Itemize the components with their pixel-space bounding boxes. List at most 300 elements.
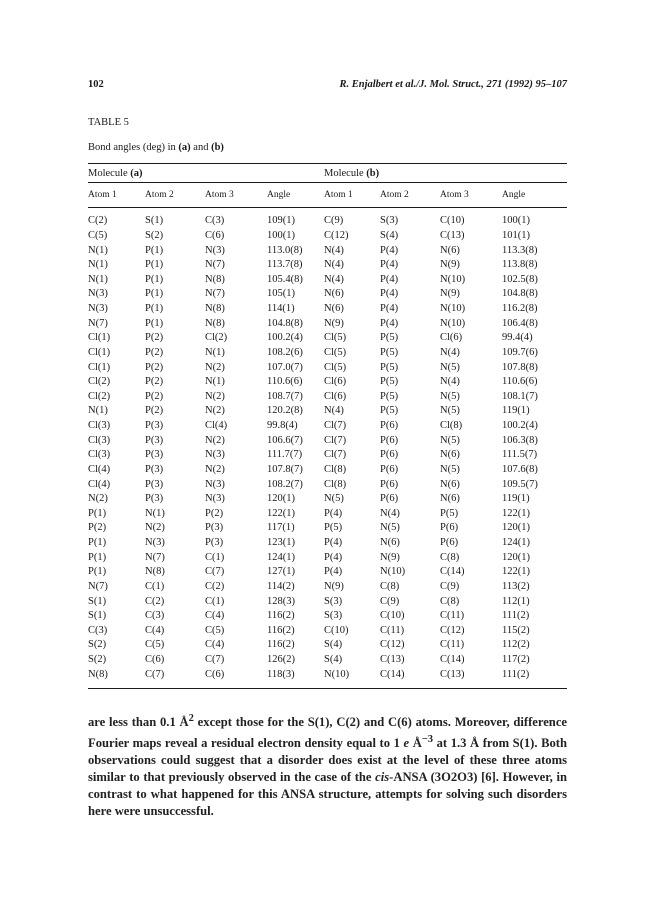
table-cell: Cl(1)	[88, 346, 111, 358]
table-row	[88, 346, 567, 361]
table-cell: C(4)	[145, 624, 165, 636]
table-cell: C(3)	[205, 215, 225, 227]
table-cell: 106.3(8)	[502, 434, 538, 446]
table-cell: P(1)	[145, 317, 164, 329]
table-cell: C(14)	[440, 566, 465, 578]
table-cell: P(4)	[380, 273, 399, 285]
table-cell: 123(1)	[267, 537, 296, 549]
table-row	[88, 419, 567, 434]
table-cell: P(2)	[145, 405, 164, 417]
table-cell: 112(2)	[502, 639, 530, 651]
table-cell: 114(2)	[267, 580, 295, 592]
table-cell: P(6)	[380, 434, 399, 446]
table-cell: N(4)	[324, 244, 344, 256]
table-cell: C(4)	[205, 639, 225, 651]
table-cell: N(2)	[205, 434, 225, 446]
table-cell: N(1)	[88, 273, 108, 285]
table-cell: Cl(7)	[324, 434, 347, 446]
table-cell: N(4)	[440, 376, 460, 388]
table-cell: P(6)	[440, 537, 459, 549]
table-cell: 120(1)	[267, 493, 296, 505]
table-cell: N(7)	[145, 551, 165, 563]
table-cell: P(6)	[380, 420, 399, 432]
table-cell: C(9)	[380, 595, 400, 607]
table-cell: 110.6(6)	[267, 376, 303, 388]
table-caption	[88, 142, 224, 153]
table-cell: N(3)	[205, 478, 225, 490]
table-row	[88, 273, 567, 288]
table-cell: C(11)	[440, 639, 465, 651]
table-cell: 108.7(7)	[267, 390, 303, 402]
table-cell: 107.0(7)	[267, 361, 303, 373]
column-header: Angle	[502, 183, 567, 208]
table-cell: P(5)	[324, 522, 343, 534]
table-cell: C(1)	[205, 595, 225, 607]
table-cell: Cl(1)	[88, 332, 111, 344]
table-cell: 114(1)	[267, 303, 295, 315]
body-electron-symbol: e	[403, 736, 410, 751]
table-cell: N(3)	[145, 537, 165, 549]
table-cell: N(9)	[440, 288, 460, 300]
table-cell: C(7)	[205, 654, 225, 666]
table-cell: S(1)	[88, 610, 107, 622]
table-cell: N(1)	[88, 244, 108, 256]
table-cell: 108.1(7)	[502, 390, 538, 402]
body-text-3: Å	[409, 736, 422, 751]
table-cell: Cl(4)	[88, 463, 111, 475]
table-cell: C(13)	[380, 654, 405, 666]
table-cell: Cl(6)	[324, 390, 347, 402]
table-row	[88, 302, 567, 317]
table-cell: C(12)	[324, 229, 349, 241]
table-cell: 117(2)	[502, 654, 530, 666]
table-row	[88, 477, 567, 492]
table-cell: N(10)	[440, 273, 466, 285]
table-row	[88, 507, 567, 522]
table-cell: 127(1)	[267, 566, 296, 578]
body-text-2: except those for the S(1), C(2) and C(6) atoms. Moreover, difference Fourier maps reveal a residual electron density equal to 1	[88, 715, 567, 751]
table-cell: 100(1)	[502, 215, 531, 227]
table-cell: P(3)	[145, 420, 164, 432]
table-cell: C(6)	[205, 668, 225, 680]
table-cell: N(6)	[440, 449, 460, 461]
table-cell: P(4)	[324, 537, 343, 549]
table-row	[88, 550, 567, 565]
table-cell: 116(2)	[267, 610, 295, 622]
table-cell: P(1)	[145, 244, 164, 256]
table-row	[88, 214, 567, 229]
table-cell: C(13)	[440, 229, 465, 241]
table-cell: P(3)	[205, 537, 224, 549]
bond-angles-table	[88, 163, 567, 689]
column-header: Angle	[267, 183, 324, 208]
table-cell: N(8)	[205, 273, 225, 285]
table-cell: P(4)	[380, 244, 399, 256]
table-cell: C(2)	[88, 215, 108, 227]
table-cell: 124(1)	[502, 537, 531, 549]
table-row	[88, 433, 567, 448]
table-cell: P(6)	[380, 478, 399, 490]
table-row	[88, 521, 567, 536]
table-cell: 105.4(8)	[267, 273, 303, 285]
caption-and: and	[190, 142, 212, 153]
table-cell: C(10)	[380, 610, 405, 622]
table-cell: P(4)	[324, 551, 343, 563]
table-cell: 109(1)	[267, 215, 296, 227]
table-cell: N(5)	[440, 434, 460, 446]
table-cell: P(6)	[380, 493, 399, 505]
table-cell: P(1)	[145, 273, 164, 285]
table-cell: P(5)	[440, 507, 459, 519]
table-cell: S(1)	[88, 595, 107, 607]
table-cell: P(2)	[145, 346, 164, 358]
table-cell: Cl(6)	[324, 376, 347, 388]
table-cell: 112(1)	[502, 595, 530, 607]
table-cell: Cl(6)	[440, 332, 463, 344]
table-cell: N(5)	[440, 390, 460, 402]
table-cell: C(7)	[145, 668, 165, 680]
column-header: Atom 2	[380, 183, 440, 208]
table-cell: 106.4(8)	[502, 317, 538, 329]
table-cell: Cl(5)	[324, 332, 347, 344]
table-row	[88, 565, 567, 580]
table-cell: P(2)	[88, 522, 107, 534]
table-row	[88, 463, 567, 478]
table-cell: C(8)	[440, 551, 460, 563]
table-cell: 120(1)	[502, 522, 531, 534]
table-row	[88, 594, 567, 609]
table-cell: 120(1)	[502, 551, 531, 563]
table-cell: P(4)	[380, 288, 399, 300]
table-cell: 100.2(4)	[267, 332, 303, 344]
table-cell: S(3)	[324, 610, 343, 622]
table-cell: Cl(2)	[88, 390, 111, 402]
table-cell: Cl(5)	[324, 346, 347, 358]
table-cell: S(4)	[380, 229, 399, 241]
table-cell: N(3)	[205, 493, 225, 505]
table-cell: 116(2)	[267, 639, 295, 651]
table-cell: N(4)	[324, 259, 344, 271]
table-cell: N(1)	[205, 346, 225, 358]
table-cell: P(4)	[380, 317, 399, 329]
group-a-label: (a)	[130, 167, 143, 179]
table-cell: 108.2(6)	[267, 346, 303, 358]
table-cell: N(5)	[440, 463, 460, 475]
table-cell: N(5)	[440, 361, 460, 373]
table-cell: S(2)	[88, 654, 107, 666]
group-b-prefix: Molecule	[324, 167, 367, 179]
table-row	[88, 258, 567, 273]
table-cell: N(5)	[440, 405, 460, 417]
table-cell: N(3)	[88, 288, 108, 300]
table-cell: N(9)	[324, 580, 344, 592]
table-cell: N(7)	[88, 317, 108, 329]
table-row	[88, 492, 567, 507]
body-text-5: -ANSA (3O2O3) [6]. However, in contrast to what happened for this ANSA structure, attempts for solving such disorders here were unsuccessful.	[88, 770, 567, 819]
caption-a: (a)	[178, 142, 191, 153]
table-cell: 115(2)	[502, 624, 530, 636]
page-number: 102	[88, 79, 104, 90]
table-cell: N(6)	[440, 478, 460, 490]
table-cell: P(3)	[145, 434, 164, 446]
table-cell: P(1)	[145, 259, 164, 271]
table-cell: N(1)	[88, 405, 108, 417]
table-cell: P(5)	[380, 361, 399, 373]
table-cell: 104.8(8)	[502, 288, 538, 300]
table-cell: P(2)	[145, 332, 164, 344]
table-cell: 105(1)	[267, 288, 296, 300]
table-cell: C(14)	[440, 654, 465, 666]
table-cell: 111(2)	[502, 610, 530, 622]
table-cell: 124(1)	[267, 551, 296, 563]
table-cell: 113(2)	[502, 580, 530, 592]
table-cell: 120.2(8)	[267, 405, 303, 417]
table-cell: 107.6(8)	[502, 463, 538, 475]
table-cell: S(3)	[324, 595, 343, 607]
table-cell: P(4)	[324, 507, 343, 519]
table-cell: N(2)	[88, 493, 108, 505]
table-cell: 107.8(7)	[267, 463, 303, 475]
table-cell: 101(1)	[502, 229, 531, 241]
table-cell: N(1)	[145, 507, 165, 519]
column-header: Atom 2	[145, 183, 205, 208]
table-cell: C(4)	[205, 610, 225, 622]
table-cell: P(2)	[145, 390, 164, 402]
table-cell: Cl(3)	[88, 449, 111, 461]
table-cell: C(10)	[440, 215, 465, 227]
table-cell: C(9)	[324, 215, 344, 227]
table-cell: 119(1)	[502, 493, 530, 505]
table-row	[88, 404, 567, 419]
table-cell: 111.5(7)	[502, 449, 538, 461]
table-cell: N(3)	[88, 303, 108, 315]
table-cell: Cl(2)	[205, 332, 228, 344]
table-cell: 113.8(8)	[502, 259, 538, 271]
table-cell: P(5)	[380, 405, 399, 417]
table-cell: Cl(7)	[324, 449, 347, 461]
table-cell: 122(1)	[502, 507, 531, 519]
table-row	[88, 448, 567, 463]
table-cell: N(10)	[440, 317, 466, 329]
body-italic-cis: cis	[375, 770, 390, 785]
table-cell: P(6)	[380, 449, 399, 461]
table-cell: P(1)	[88, 537, 107, 549]
table-cell: P(4)	[324, 566, 343, 578]
table-cell: P(2)	[145, 361, 164, 373]
table-cell: N(7)	[205, 259, 225, 271]
body-superscript-1: 2	[188, 713, 194, 724]
table-cell: N(3)	[205, 449, 225, 461]
table-cell: 111(2)	[502, 668, 530, 680]
group-a-prefix: Molecule	[88, 167, 131, 179]
group-b-label: (b)	[366, 167, 380, 179]
table-cell: 104.8(8)	[267, 317, 303, 329]
table-cell: N(4)	[324, 405, 344, 417]
table-cell: N(4)	[440, 346, 460, 358]
body-paragraph	[88, 710, 567, 820]
table-cell: Cl(8)	[324, 478, 347, 490]
table-cell: P(1)	[145, 288, 164, 300]
table-cell: 122(1)	[267, 507, 296, 519]
table-row	[88, 536, 567, 551]
table-cell: N(4)	[324, 273, 344, 285]
table-cell: N(6)	[380, 537, 400, 549]
table-cell: P(6)	[440, 522, 459, 534]
running-header	[88, 79, 567, 90]
table-cell: N(2)	[205, 361, 225, 373]
table-cell: C(12)	[440, 624, 465, 636]
table-cell: P(5)	[380, 346, 399, 358]
table-row	[88, 390, 567, 405]
table-cell: 109.7(6)	[502, 346, 538, 358]
table-cell: N(2)	[205, 463, 225, 475]
table-cell: C(5)	[145, 639, 165, 651]
table-cell: 116(2)	[267, 624, 295, 636]
table-cell: Cl(1)	[88, 361, 111, 373]
table-cell: N(5)	[380, 522, 400, 534]
table-row	[88, 316, 567, 331]
table-cell: 99.8(4)	[267, 420, 298, 432]
table-bottom-rule	[88, 689, 567, 690]
table-cell: 128(3)	[267, 595, 296, 607]
table-cell: Cl(4)	[88, 478, 111, 490]
table-row	[88, 243, 567, 258]
table-cell: C(9)	[440, 580, 460, 592]
table-row	[88, 287, 567, 302]
table-row	[88, 229, 567, 244]
table-cell: P(3)	[145, 463, 164, 475]
table-cell: 116.2(8)	[502, 303, 538, 315]
table-cell: P(6)	[380, 463, 399, 475]
table-cell: N(9)	[380, 551, 400, 563]
table-row	[88, 624, 567, 639]
table-cell: C(7)	[205, 566, 225, 578]
table-cell: P(1)	[145, 303, 164, 315]
table-cell: P(3)	[145, 478, 164, 490]
table-cell: Cl(3)	[88, 420, 111, 432]
caption-prefix: Bond angles (deg) in	[88, 142, 179, 153]
table-cell: N(5)	[324, 493, 344, 505]
table-cell: N(6)	[324, 303, 344, 315]
table-cell: 119(1)	[502, 405, 530, 417]
column-header: Atom 3	[205, 183, 267, 208]
column-header-row	[88, 183, 567, 208]
table-cell: P(2)	[145, 376, 164, 388]
table-label: TABLE 5	[88, 117, 129, 128]
body-text-4: at 1.3 Å from S(1). Both observations could suggest that a disorder does exist at the level of these three atoms similar to that previously observed in the case of the	[88, 736, 567, 785]
table-cell: C(12)	[380, 639, 405, 651]
table-cell: P(4)	[380, 259, 399, 271]
table-cell: S(4)	[324, 654, 343, 666]
table-cell: P(5)	[380, 390, 399, 402]
group-header-molecule-b	[324, 164, 502, 183]
table-cell: N(1)	[88, 259, 108, 271]
table-cell: P(5)	[380, 376, 399, 388]
table-cell: Cl(4)	[205, 420, 228, 432]
table-cell: N(2)	[205, 405, 225, 417]
table-cell: C(2)	[145, 595, 165, 607]
table-cell: Cl(2)	[88, 376, 111, 388]
table-row	[88, 375, 567, 390]
table-cell: 117(1)	[267, 522, 295, 534]
table-cell: C(6)	[205, 229, 225, 241]
caption-b: (b)	[211, 142, 224, 153]
table-cell: C(11)	[440, 610, 465, 622]
table-cell: S(2)	[88, 639, 107, 651]
table-cell: C(3)	[145, 610, 165, 622]
table-cell: N(2)	[145, 522, 165, 534]
table-cell: N(9)	[440, 259, 460, 271]
table-row	[88, 360, 567, 375]
table-cell: P(3)	[145, 493, 164, 505]
table-cell: C(1)	[145, 580, 165, 592]
table-cell: C(11)	[380, 624, 405, 636]
table-cell: C(8)	[440, 595, 460, 607]
table-cell: N(4)	[380, 507, 400, 519]
table-cell: C(2)	[205, 580, 225, 592]
table-cell: P(5)	[380, 332, 399, 344]
table-cell: N(6)	[440, 493, 460, 505]
table-cell: P(1)	[88, 551, 107, 563]
table-cell: 113.7(8)	[267, 259, 303, 271]
table-row	[88, 653, 567, 668]
table-cell: 110.6(6)	[502, 376, 538, 388]
table-row	[88, 667, 567, 682]
table-row	[88, 609, 567, 624]
table-cell: N(3)	[205, 244, 225, 256]
table-cell: P(3)	[205, 522, 224, 534]
table-cell: 102.5(8)	[502, 273, 538, 285]
table-cell: 107.8(8)	[502, 361, 538, 373]
table-row	[88, 638, 567, 653]
table-cell: P(1)	[88, 566, 107, 578]
table-cell: 122(1)	[502, 566, 531, 578]
table-cell: N(8)	[205, 303, 225, 315]
table-cell: N(8)	[205, 317, 225, 329]
table-cell: N(6)	[440, 244, 460, 256]
table-cell: S(2)	[145, 229, 164, 241]
table-cell: 106.6(7)	[267, 434, 303, 446]
running-title: R. Enjalbert et al./J. Mol. Struct., 271 (1992) 95–107	[339, 79, 567, 90]
table-cell: N(7)	[88, 580, 108, 592]
table-cell: N(9)	[324, 317, 344, 329]
table-row	[88, 331, 567, 346]
table-cell: Cl(8)	[324, 463, 347, 475]
table-cell: 111.7(7)	[267, 449, 303, 461]
column-header: Atom 1	[324, 183, 380, 208]
table-cell: C(3)	[88, 624, 108, 636]
table-cell: P(2)	[205, 507, 224, 519]
table-cell: Cl(7)	[324, 420, 347, 432]
table-cell: 126(2)	[267, 654, 296, 666]
table-cell: P(3)	[145, 449, 164, 461]
column-header: Atom 1	[88, 183, 145, 208]
table-cell: Cl(3)	[88, 434, 111, 446]
table-cell: N(2)	[205, 390, 225, 402]
table-cell: N(6)	[324, 288, 344, 300]
group-header-molecule-a	[88, 164, 267, 183]
table-cell: N(10)	[380, 566, 406, 578]
table-cell: C(10)	[324, 624, 349, 636]
table-cell: N(10)	[324, 668, 350, 680]
table-cell: C(14)	[380, 668, 405, 680]
table-cell: 118(3)	[267, 668, 295, 680]
table-cell: P(1)	[88, 507, 107, 519]
table-cell: 113.0(8)	[267, 244, 303, 256]
table-cell: 113.3(8)	[502, 244, 538, 256]
table-cell: P(4)	[380, 303, 399, 315]
table-cell: C(6)	[145, 654, 165, 666]
